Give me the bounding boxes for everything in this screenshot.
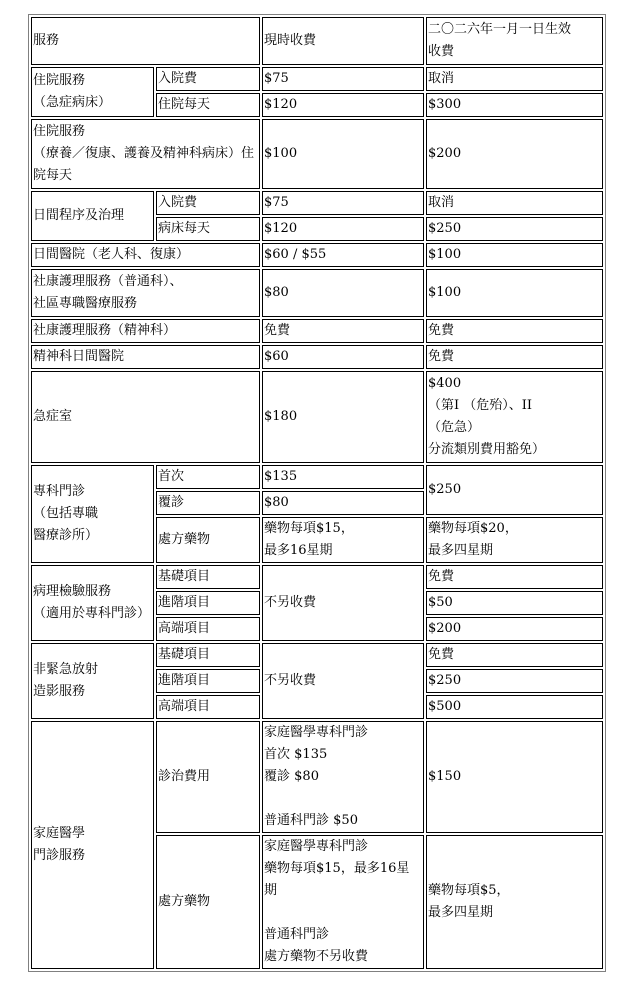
fee-table <box>28 14 606 972</box>
new-fee: $250 <box>426 465 603 515</box>
new-fee: 免費 <box>426 345 603 369</box>
item-label: 診治費用 <box>156 721 260 833</box>
new-fee: 免費 <box>426 643 603 667</box>
new-fee: 免費 <box>426 565 603 589</box>
current-fee: $80 <box>262 491 424 515</box>
header-current-fee: 現時收費 <box>262 17 424 65</box>
new-fee: 藥物每項$5， 最多四星期 <box>426 835 603 969</box>
item-label: 處方藥物 <box>156 517 260 563</box>
new-fee: 免費 <box>426 319 603 343</box>
psych-day-hospital-label: 精神科日間醫院 <box>31 345 260 369</box>
current-fee: $180 <box>262 371 424 463</box>
new-fee: $100 <box>426 269 603 317</box>
radiology-label: 非緊急放射 造影服務 <box>31 643 154 719</box>
current-fee: 免費 <box>262 319 424 343</box>
item-label: 入院費 <box>156 191 260 215</box>
item-label: 基礎項目 <box>156 565 260 589</box>
table-row <box>31 243 603 267</box>
current-fee: $135 <box>262 465 424 489</box>
current-fee: 家庭醫學專科門診 首次 $135 覆診 $80 普通科門診 $50 <box>262 721 424 833</box>
new-fee: 取消 <box>426 67 603 91</box>
new-fee: $200 <box>426 617 603 641</box>
current-fee: 藥物每項$15， 最多16星期 <box>262 517 424 563</box>
community-nursing-general-label: 社康護理服務（普通科）、 社區專職醫療服務 <box>31 269 260 317</box>
pathology-label: 病理檢驗服務 （適用於專科門診） <box>31 565 154 641</box>
table-row <box>31 721 603 833</box>
new-fee: $250 <box>426 669 603 693</box>
table-row <box>31 319 603 343</box>
emergency-label: 急症室 <box>31 371 260 463</box>
inpatient-acute-label: 住院服務 （急症病床） <box>31 67 154 117</box>
new-fee: 取消 <box>426 191 603 215</box>
current-fee: $60 <box>262 345 424 369</box>
table-row <box>31 371 603 463</box>
family-medicine-label: 家庭醫學 門診服務 <box>31 721 154 969</box>
new-fee: $400 （第I （危殆）、II （危急） 分流類別費用豁免） <box>426 371 603 463</box>
item-label: 高端項目 <box>156 617 260 641</box>
table-row <box>31 565 603 589</box>
current-fee: $100 <box>262 119 424 189</box>
new-fee: $50 <box>426 591 603 615</box>
new-fee: $500 <box>426 695 603 719</box>
item-label: 基礎項目 <box>156 643 260 667</box>
item-label: 病床每天 <box>156 217 260 241</box>
item-label: 首次 <box>156 465 260 489</box>
table-row <box>31 67 603 91</box>
current-fee: $60 / $55 <box>262 243 424 267</box>
item-label: 處方藥物 <box>156 835 260 969</box>
new-fee: 藥物每項$20， 最多四星期 <box>426 517 603 563</box>
day-hospital-label: 日間醫院（老人科、復康） <box>31 243 260 267</box>
item-label: 住院每天 <box>156 93 260 117</box>
current-fee: $75 <box>262 191 424 215</box>
header-row <box>31 17 603 65</box>
current-fee: $120 <box>262 93 424 117</box>
inpatient-convalescent-label: 住院服務 （療養／復康、護養及精神科病床）住院每天 <box>31 119 260 189</box>
item-label: 覆診 <box>156 491 260 515</box>
new-fee: $100 <box>426 243 603 267</box>
item-label: 入院費 <box>156 67 260 91</box>
current-fee: $75 <box>262 67 424 91</box>
item-label: 進階項目 <box>156 591 260 615</box>
current-fee: 家庭醫學專科門診 藥物每項$15，最多16星期 普通科門診 處方藥物不另收費 <box>262 835 424 969</box>
new-fee: $250 <box>426 217 603 241</box>
community-nursing-psych-label: 社康護理服務（精神科） <box>31 319 260 343</box>
table-row <box>31 345 603 369</box>
header-service: 服務 <box>31 17 260 65</box>
new-fee: $150 <box>426 721 603 833</box>
table-row <box>31 465 603 489</box>
header-new-fee: 二〇二六年一月一日生效 收費 <box>426 17 603 65</box>
current-fee: $120 <box>262 217 424 241</box>
current-fee: $80 <box>262 269 424 317</box>
table-row <box>31 191 603 215</box>
table-row <box>31 119 603 189</box>
current-fee: 不另收費 <box>262 643 424 719</box>
new-fee: $200 <box>426 119 603 189</box>
item-label: 進階項目 <box>156 669 260 693</box>
table-row <box>31 269 603 317</box>
new-fee: $300 <box>426 93 603 117</box>
table-row <box>31 643 603 667</box>
current-fee: 不另收費 <box>262 565 424 641</box>
specialist-label: 專科門診 （包括專職 醫療診所） <box>31 465 154 563</box>
item-label: 高端項目 <box>156 695 260 719</box>
day-procedure-label: 日間程序及治理 <box>31 191 154 241</box>
